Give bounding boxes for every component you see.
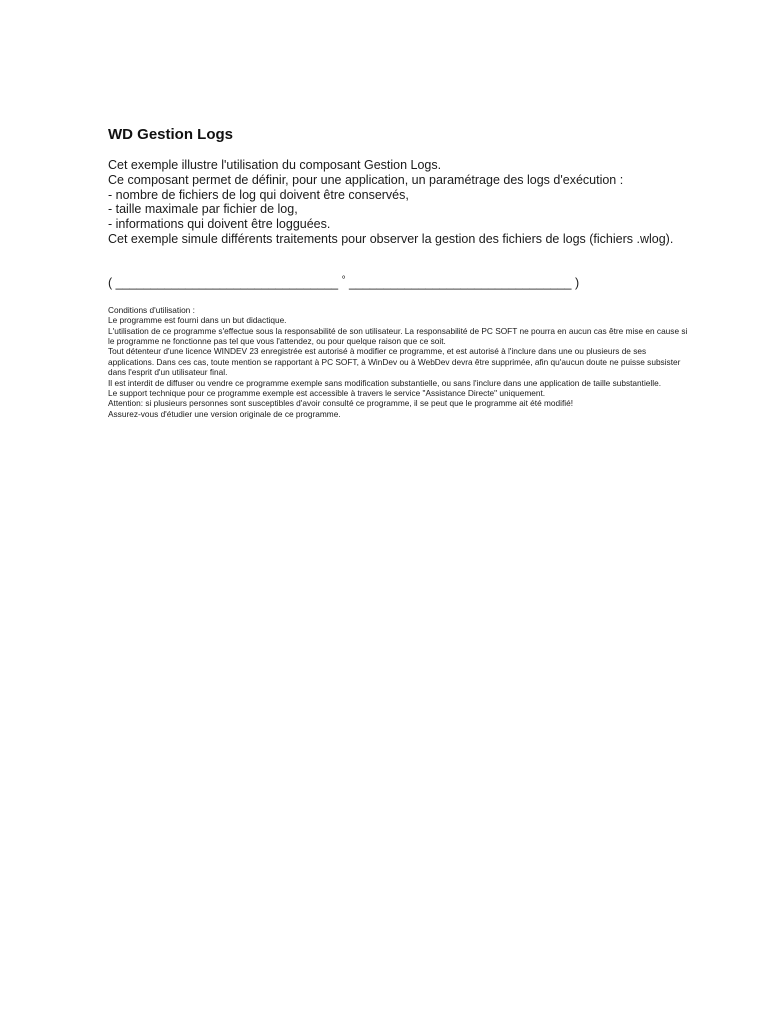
intro-line: Cet exemple simule différents traitements pour observer la gestion des fichiers de logs (fichiers .wlog).: [108, 231, 674, 246]
conditions-paragraph: Le programme est fourni dans un but didactique.: [108, 315, 287, 326]
document-page: [108, 126, 688, 419]
conditions-paragraph: Il est interdit de diffuser ou vendre ce programme exemple sans modification substantielle, ou sans l'inclure dans une application de taille substantielle.: [108, 377, 662, 388]
document-title: WD Gestion Logs: [108, 126, 233, 143]
conditions-paragraph: Assurez-vous d'étudier une version originale de ce programme.: [108, 408, 341, 419]
signature-close: ________________________________ ): [345, 275, 580, 290]
conditions-paragraph: L'utilisation de ce programme s'effectue sous la responsabilité de son utilisateur. La responsabilité de PC SOFT ne pourra en aucun cas être mise en cause si le programme ne fonctionne pas tel que vous l'attendez, ou pour quelque raison que ce soit.: [108, 325, 688, 346]
intro-line: Ce composant permet de définir, pour une application, un paramétrage des logs d'exécution :: [108, 172, 624, 187]
intro-section: [108, 158, 688, 247]
conditions-paragraph: Attention: si plusieurs personnes sont susceptibles d'avoir consulté ce programme, il se peut que le programme ait été modifié!: [108, 398, 574, 409]
conditions-paragraph: Tout détenteur d'une licence WINDEV 23 enregistrée est autorisé à modifier ce programme, et est autorisé à l'inclure dans une ou plusieurs de ses applications. Dans ces cas, toute mention se rapportant à PC SOFT, à WinDev ou à WebDev devra être supprimée, afin qu'aucun doute ne puisse subsister dans l'esprit d'un utilisateur final.: [108, 346, 681, 378]
intro-line: - taille maximale par fichier de log,: [108, 202, 298, 217]
degree-symbol: °: [341, 274, 346, 286]
intro-line: - informations qui doivent être logguées.: [108, 217, 331, 232]
conditions-paragraph: Le support technique pour ce programme exemple est accessible à travers le service "Assistance Directe" uniquement.: [108, 388, 546, 399]
signature-line: [108, 273, 688, 291]
conditions-section: [108, 305, 688, 419]
signature-open: ( ________________________________: [108, 275, 342, 290]
intro-line: - nombre de fichiers de log qui doivent être conservés,: [108, 187, 409, 202]
intro-line: Cet exemple illustre l'utilisation du composant Gestion Logs.: [108, 158, 442, 172]
conditions-heading: Conditions d'utilisation :: [108, 304, 195, 315]
